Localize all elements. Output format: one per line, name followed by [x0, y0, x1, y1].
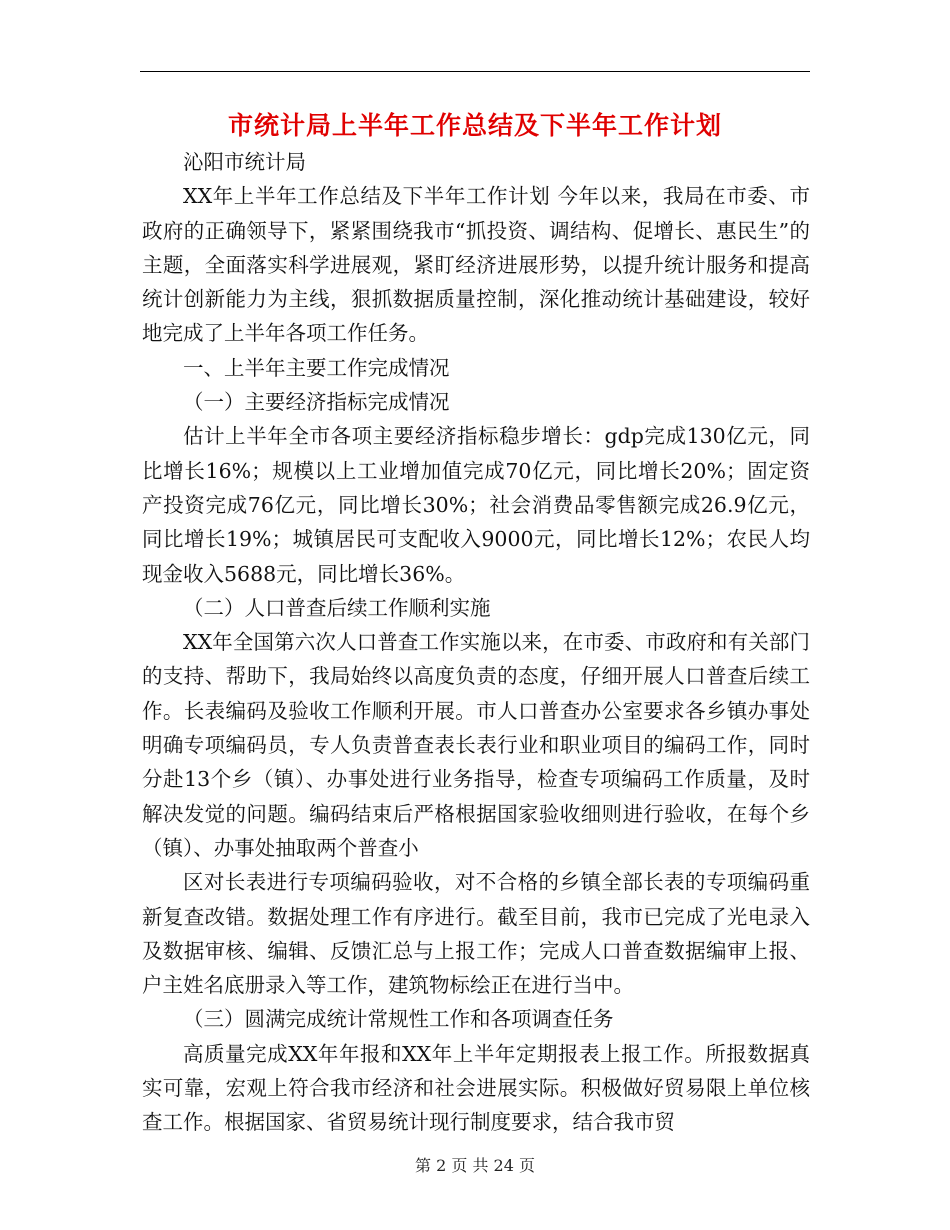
paragraph-indicators: 估计上半年全市各项主要经济指标稳步增长：gdp完成130亿元，同比增长16%；规模以上工业增加值完成70亿元，同比增长20%；固定资产投资完成76亿元，同比增长30%；社会消费品零售额完成26.9亿元，同比增长19%；城镇居民可支配收入9000元，同比增长12%；农民人均现金收入5688元，同比增长36%。 [142, 424, 810, 586]
paragraph-census: XX年全国第六次人口普查工作实施以来，在市委、市政府和有关部门的支持、帮助下，我局始终以高度负责的态度，仔细开展人口普查后续工作。长表编码及验收工作顺利开展。市人口普查办公室要求各乡镇办事处明确专项编码员，专人负责普查表长表行业和职业项目的编码工作，同时分赴13个乡（镇）、办事处进行业务指导，检查专项编码工作质量，及时解决发觉的问题。编码结束后严格根据国家验收细则进行验收，在每个乡（镇）、办事处抽取两个普查小 [142, 630, 810, 860]
section-heading-1: 一、上半年主要工作完成情况 [183, 355, 450, 380]
paragraph-author: 沁阳市统计局 [183, 150, 306, 174]
page-number: 第 2 页 共 24 页 [415, 1156, 535, 1175]
paragraph-census-continued: 区对长表进行专项编码验收，对不合格的乡镇全部长表的专项编码重新复查改错。数据处理工作有序进行。截至目前，我市已完成了光电录入及数据审核、编辑、反馈汇总与上报工作；完成人口普查数据编审上报、户主姓名底册录入等工作，建筑物标绘正在进行当中。 [142, 870, 810, 998]
header-rule [140, 71, 810, 72]
subsection-heading-2: （二）人口普查后续工作顺利实施 [183, 595, 491, 620]
subsection-heading-3: （三）圆满完成统计常规性工作和各项调查任务 [183, 1007, 614, 1032]
document-body [142, 145, 810, 1140]
subsection-heading-1: （一）主要经济指标完成情况 [183, 390, 450, 415]
paragraph-intro: XX年上半年工作总结及下半年工作计划 今年以来，我局在市委、市政府的正确领导下，紧紧围绕我市“抓投资、调结构、促增长、惠民生”的主题，全面落实科学进展观，紧盯经济进展形势，以提升统计服务和提高统计创新能力为主线，狠抓数据质量控制，深化推动统计基础建设，较好地完成了上半年各项工作任务。 [142, 184, 810, 346]
document-title: 市统计局上半年工作总结及下半年工作计划 [227, 111, 722, 140]
paragraph-routine-work: 高质量完成XX年年报和XX年上半年定期报表上报工作。所报数据真实可靠，宏观上符合我市经济和社会进展实际。积极做好贸易限上单位核查工作。根据国家、省贸易统计现行制度要求，结合我市贸 [142, 1041, 810, 1135]
